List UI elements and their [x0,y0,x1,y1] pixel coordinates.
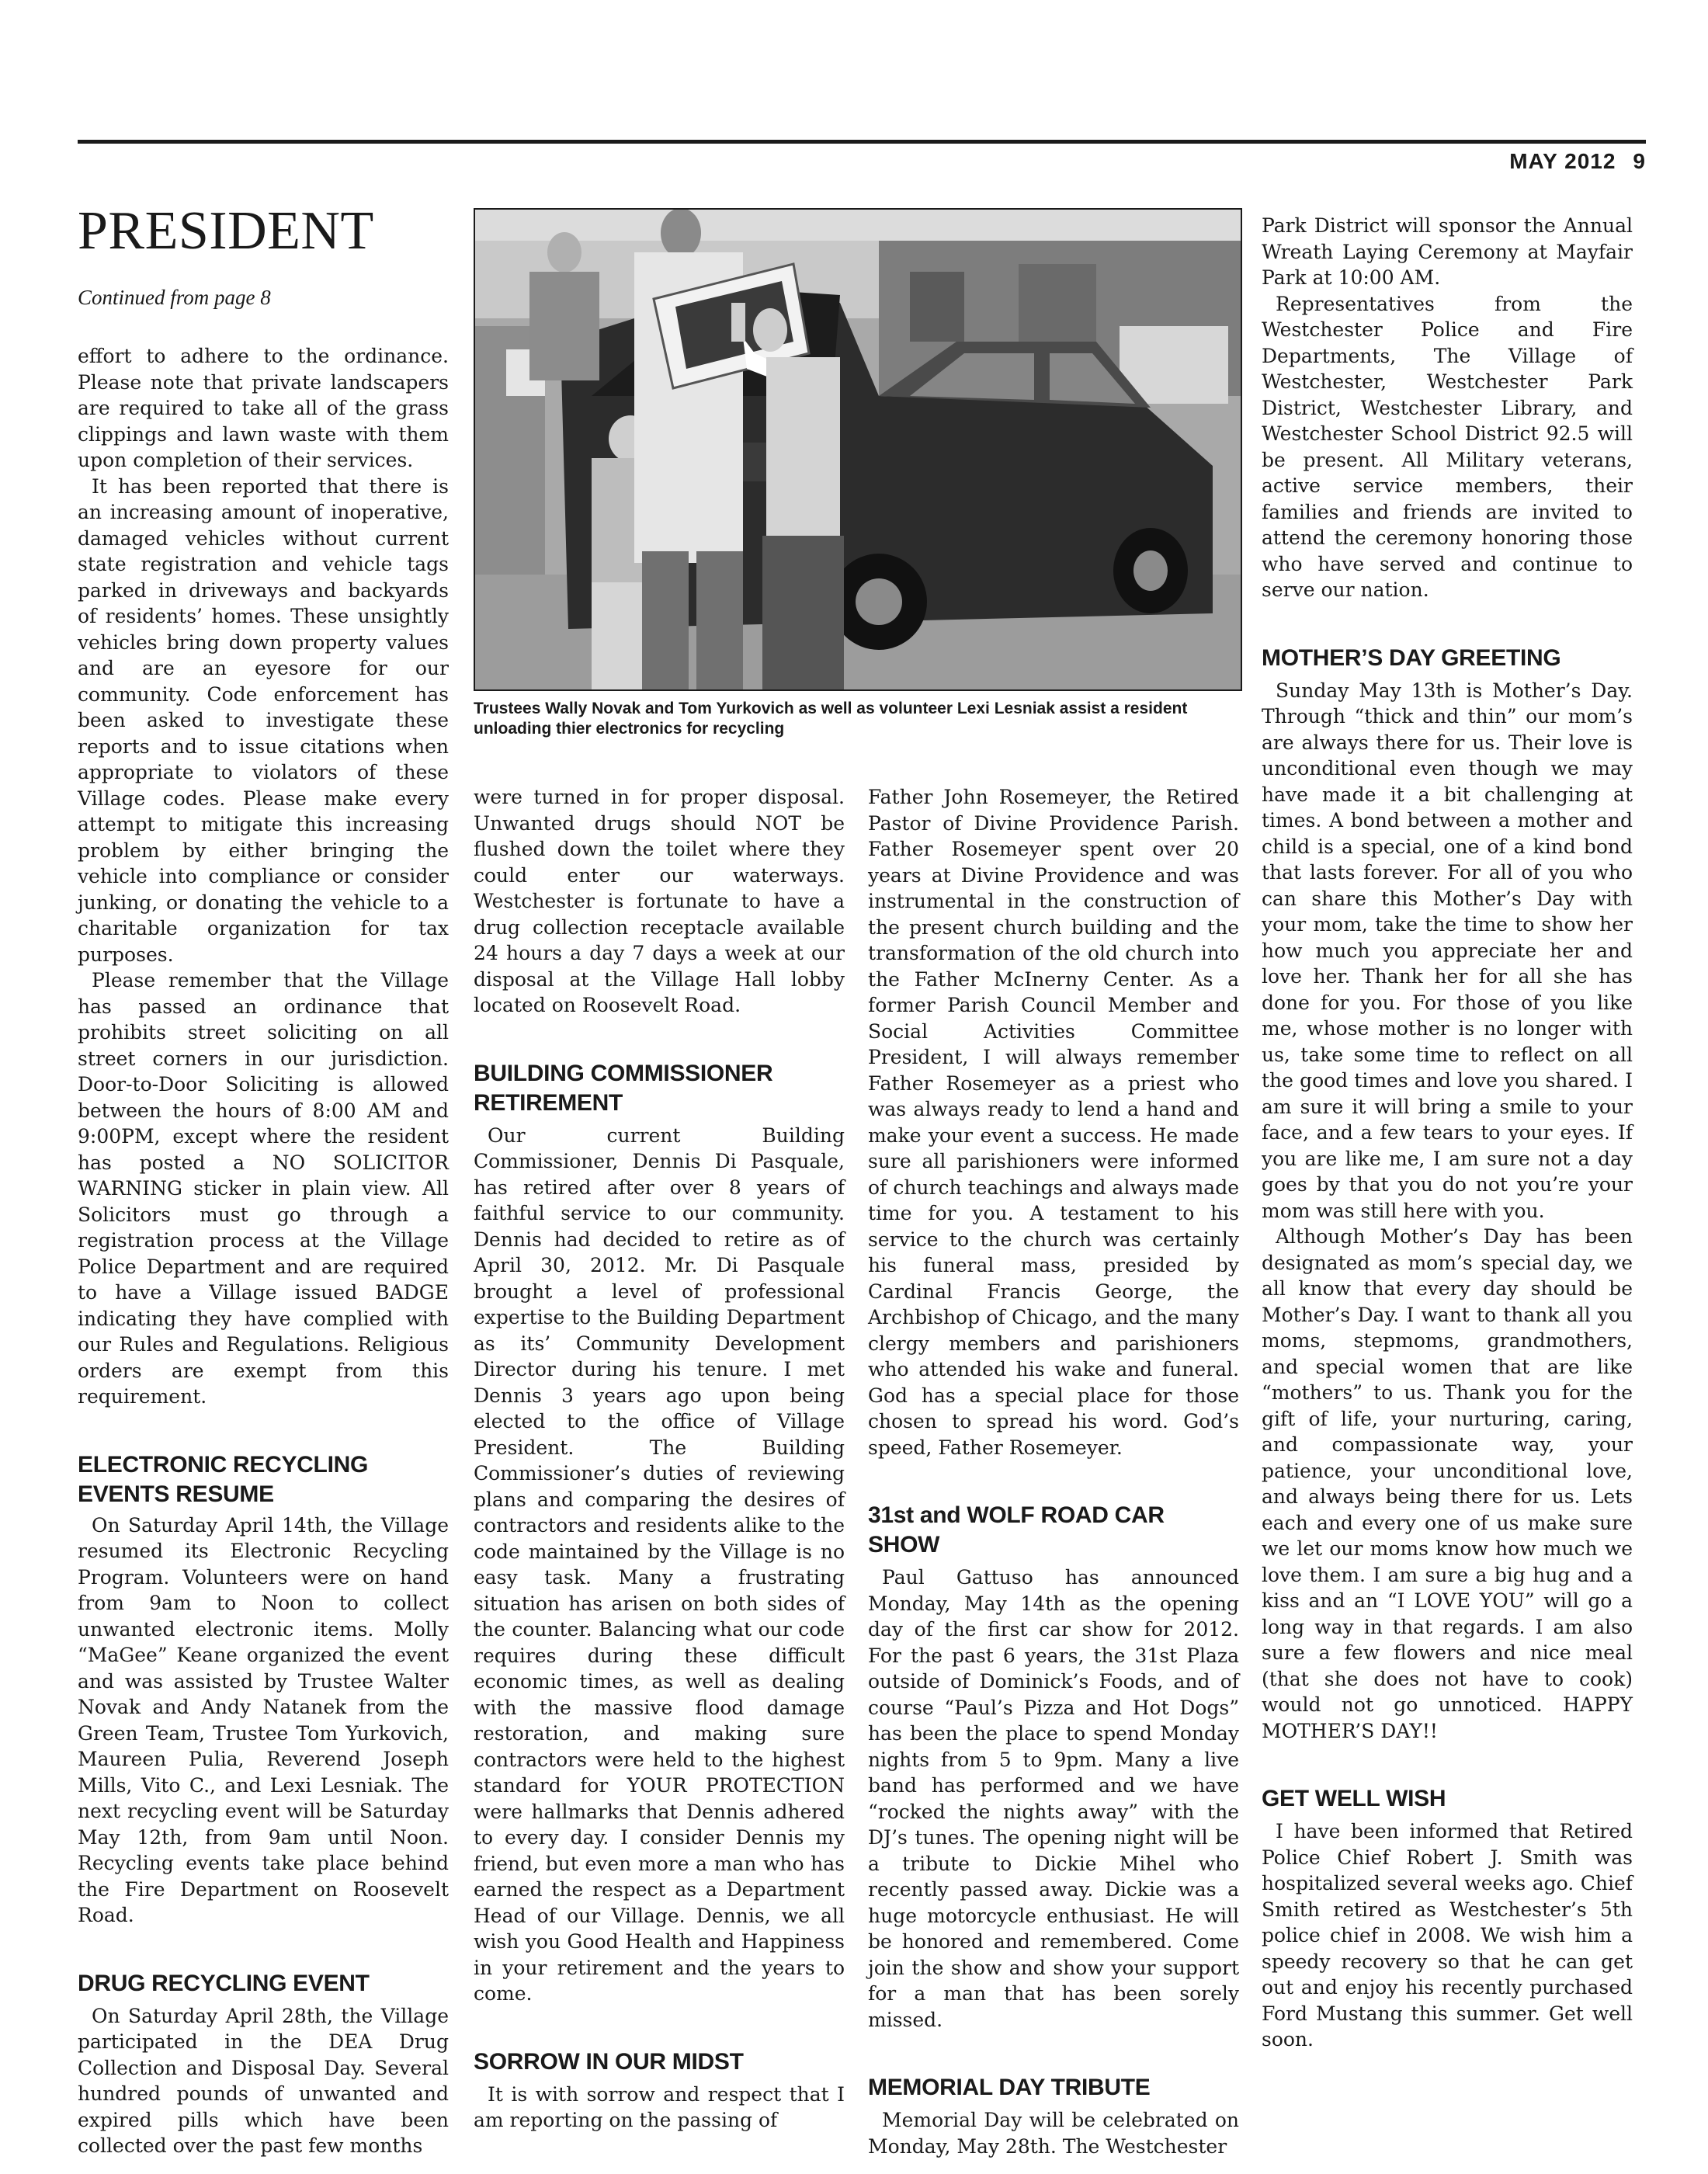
section-heading-get-well: GET WELL WISH [1262,1786,1446,1811]
section-heading-mothers-day: MOTHER’S DAY GREETING [1262,644,1561,671]
paragraph: Father John Rosemeyer, the Retired Pastor of Divine Providence Parish. Father Rosemeyer spent over 20 years at Divine Providence and was instrumental in the construction of the present church building and the transformation of the old church into the Father McInerny Center. As a former Parish Council Member and Social Activities Committee President, I will always remember Father Rosemeyer as a priest who was always ready to lend a hand and make your event a success. He made sure all parishioners were informed of church teachings and always made time for you. A testament to his service to the church was certainly his funeral mass, presided by Cardinal Francis George, the Archbishop of Chicago, and the many clergy members and parishioners who attended his wake and funeral. God has a special place for those chosen to spread his word. God’s speed, Father Rosemeyer. [868,786,1239,1459]
section-heading-building-commissioner: BUILDING COMMISSIONER RETIREMENT [474,1060,773,1116]
paragraph: Please remember that the Village has passed an ordinance that prohibits street soliciting on all street corners in our jurisdiction. Door-to-Door Soliciting is allowed between the hours of 8:00 AM and 9:00PM, except where the resident has posted a NO SOLICITOR WARNING sticker in plain view. All Solicitors must go through a registration process at the Village Police Department and are required to have a Village issued BADGE indicating they have complied with our Rules and Regulations. Religious orders are exempt from this requirement. [78,969,449,1408]
paragraph: Memorial Day will be celebrated on Monday, May 28th. The Westchester [868,2109,1239,2158]
paragraph: It has been reported that there is an increasing amount of inoperative, damaged vehicles without current state registration and vehicle tags parked in driveways and backyards of residents’ homes. These unsightly vehicles bring down property values and are an eyesore for our community. Code enforcement has been asked to investigate these reports and to issue citations when appropriate to violators of these Village codes. Please make every attempt to mitigate this increasing problem by either bringing the vehicle into compliance or consider junking, or donating the vehicle to a charitable organization for tax purposes. [78,474,449,966]
paragraph: I have been informed that Retired Police Chief Robert J. Smith was hospitalized several weeks ago. Chief Smith retired as Westchester’s 5th police chief in 2008. We wish him a speedy recovery so that he can get out and enjoy his recently purchased Ford Mustang this summer. Get well soon. [1262,1820,1633,2051]
column-3 [868,784,1239,2159]
paragraph: It is with sorrow and respect that I am reporting on the passing of [474,2082,845,2131]
paragraph: were turned in for proper disposal. Unwanted drugs should NOT be flushed down the toilet where they could enter our waterways. Westchester is fortunate to have a drug collection receptacle available 24 hours a day 7 days a week at our disposal at the Village Hall lobby located on Roosevelt Road. [474,786,845,1016]
page-number: 9 [1633,149,1646,173]
paragraph: effort to adhere to the ordinance. Please note that private landscapers are required to take all of the grass clippings and lawn waste with them upon completion of their services. [78,345,449,471]
continued-note: Continued from page 8 [78,286,271,309]
page-folio [1492,149,1646,174]
paragraph: Paul Gattuso has announced Monday, May 14th as the opening day of the first car show for 2012. For the past 6 years, the 31st Plaza outside of Dominick’s Foods, and of course “Paul’s Pizza and Hot Dogs” has been the place to spend Monday nights from 5 to 9pm. Many a live band has performed and we have “rocked the nights away” with the DJ’s tunes. The opening night will be a tribute to Dickie Mihel who recently passed away. Dickie was a huge motorcycle enthusiast. He will be honored and remembered. Come join the show and show your support for a man that has been sorely missed. [868,1566,1239,2031]
section-heading-memorial-day: MEMORIAL DAY TRIBUTE [868,2075,1151,2100]
column-4 [1262,213,1633,2053]
paragraph: Our current Building Commissioner, Dennis Di Pasquale, has retired after over 8 years of faithful service to our community. Dennis had decided to retire as of April 30, 2012. Mr. Di Pasquale brought a level of professional expertise to the Building Department as its’ Community Development Director during his tenure. I met Dennis 3 years ago upon being elected to the office of Village President. The Building Commissioner’s duties of reviewing plans and comparing the desires of contractors and residents alike to the code maintained by the Village is no easy task. Many a frustrating situation has arisen on both sides of the counter. Balancing what our code requires during these difficult economic times, as well as dealing with the massive flood damage restoration, and making sure contractors were held to the highest standard for YOUR PROTECTION were hallmarks that Dennis adhered to every day. I consider Dennis my friend, but even more a man who has earned the respect as a Department Head of our Village. Dennis, we all wish you Good Health and Happiness in your retirement and the years to come. [474,1123,845,2005]
paragraph: On Saturday April 14th, the Village resumed its Electronic Recycling Program. Volunteers were on hand from 9am to Noon to collect unwanted electronic items. Molly “MaGee” Keane organized the event and was assisted by Trustee Walter Novak and Andy Natanek from the Green Team, Trustee Tom Yurkovich, Maureen Pulia, Reverend Joseph Mills, Vito C., and Lexi Lesniak. The next recycling event will be Saturday May 12th, from 9am until Noon. Recycling events take place behind the Fire Department on Roosevelt Road. [78,1513,449,1926]
paragraph: Representatives from the Westchester Police and Fire Departments, The Village of Westchester, Westchester Park District, Westchester Library, and Westchester School District 92.5 will be present. All Military veterans, active service members, their families and friends are invited to attend the ceremony honoring those who have served and continue to serve our nation. [1262,292,1633,601]
issue-date: MAY 2012 [1509,149,1616,173]
top-rule [78,140,1646,144]
column-2 [474,784,845,2134]
photo-image [475,210,1241,689]
paragraph: Sunday May 13th is Mother’s Day. Through “thick and thin” our mom’s are always there for us. Their love is unconditional even though we may have made it a bit challenging at times. A bond between a mother and child is a special, one of a kind bond that lasts forever. For all of you who can share this Mother’s Day with your mom, take the time to show her how much you appreciate her and love her. Thank her for all she has done for you. For those of you like me, whose mother is no longer with us, take some time to reflect on all the good times and love you shared. I am sure it will bring a smile to your face, and a few tears to your eyes. If you are like me, I am sure not a day goes by that you do not you’re your mom was still here with you. [1262,679,1633,1222]
paragraph: Park District will sponsor the Annual Wreath Laying Ceremony at Mayfair Park at 10:00 AM. [1262,214,1633,289]
section-heading-drug-recycling: DRUG RECYCLING EVENT [78,1970,370,1996]
photo-caption: Trustees Wally Novak and Tom Yurkovich as well as volunteer Lexi Lesniak assist a resident unloading thier electronics for recycling [474,700,1188,738]
section-heading-electronic-recycling: ELECTRONIC RECYCLING EVENTS RESUME [78,1451,369,1507]
section-heading-car-show: 31st and WOLF ROAD CAR SHOW [868,1502,1165,1558]
recycling-photo [474,208,1242,691]
paragraph: On Saturday April 28th, the Village participated in the DEA Drug Collection and Disposal Day. Several hundred pounds of unwanted and expired pills which have been collected over the past few months [78,2004,449,2157]
section-heading-sorrow: SORROW IN OUR MIDST [474,2048,744,2075]
article-title: PRESIDENT [78,201,374,261]
column-1 [78,343,449,2159]
paragraph: Although Mother’s Day has been designated as mom’s special day, we all know that every day should be Mother’s Day. I want to thank all you moms, stepmoms, grandmothers, and special women that are like “mothers” to us. Thank you for the gift of life, your nurturing, caring, and compassionate way, your patience, your unconditional love, and always being there for us. Lets each and every one of us make sure we let our moms know how much we love them. I am sure a big hug and a kiss and an “I LOVE YOU” will go a long way in that regards. I am also sure a few flowers and nice meal (that she does not have to cook) would not go unnoticed. HAPPY MOTHER’S DAY!! [1262,1225,1633,1742]
